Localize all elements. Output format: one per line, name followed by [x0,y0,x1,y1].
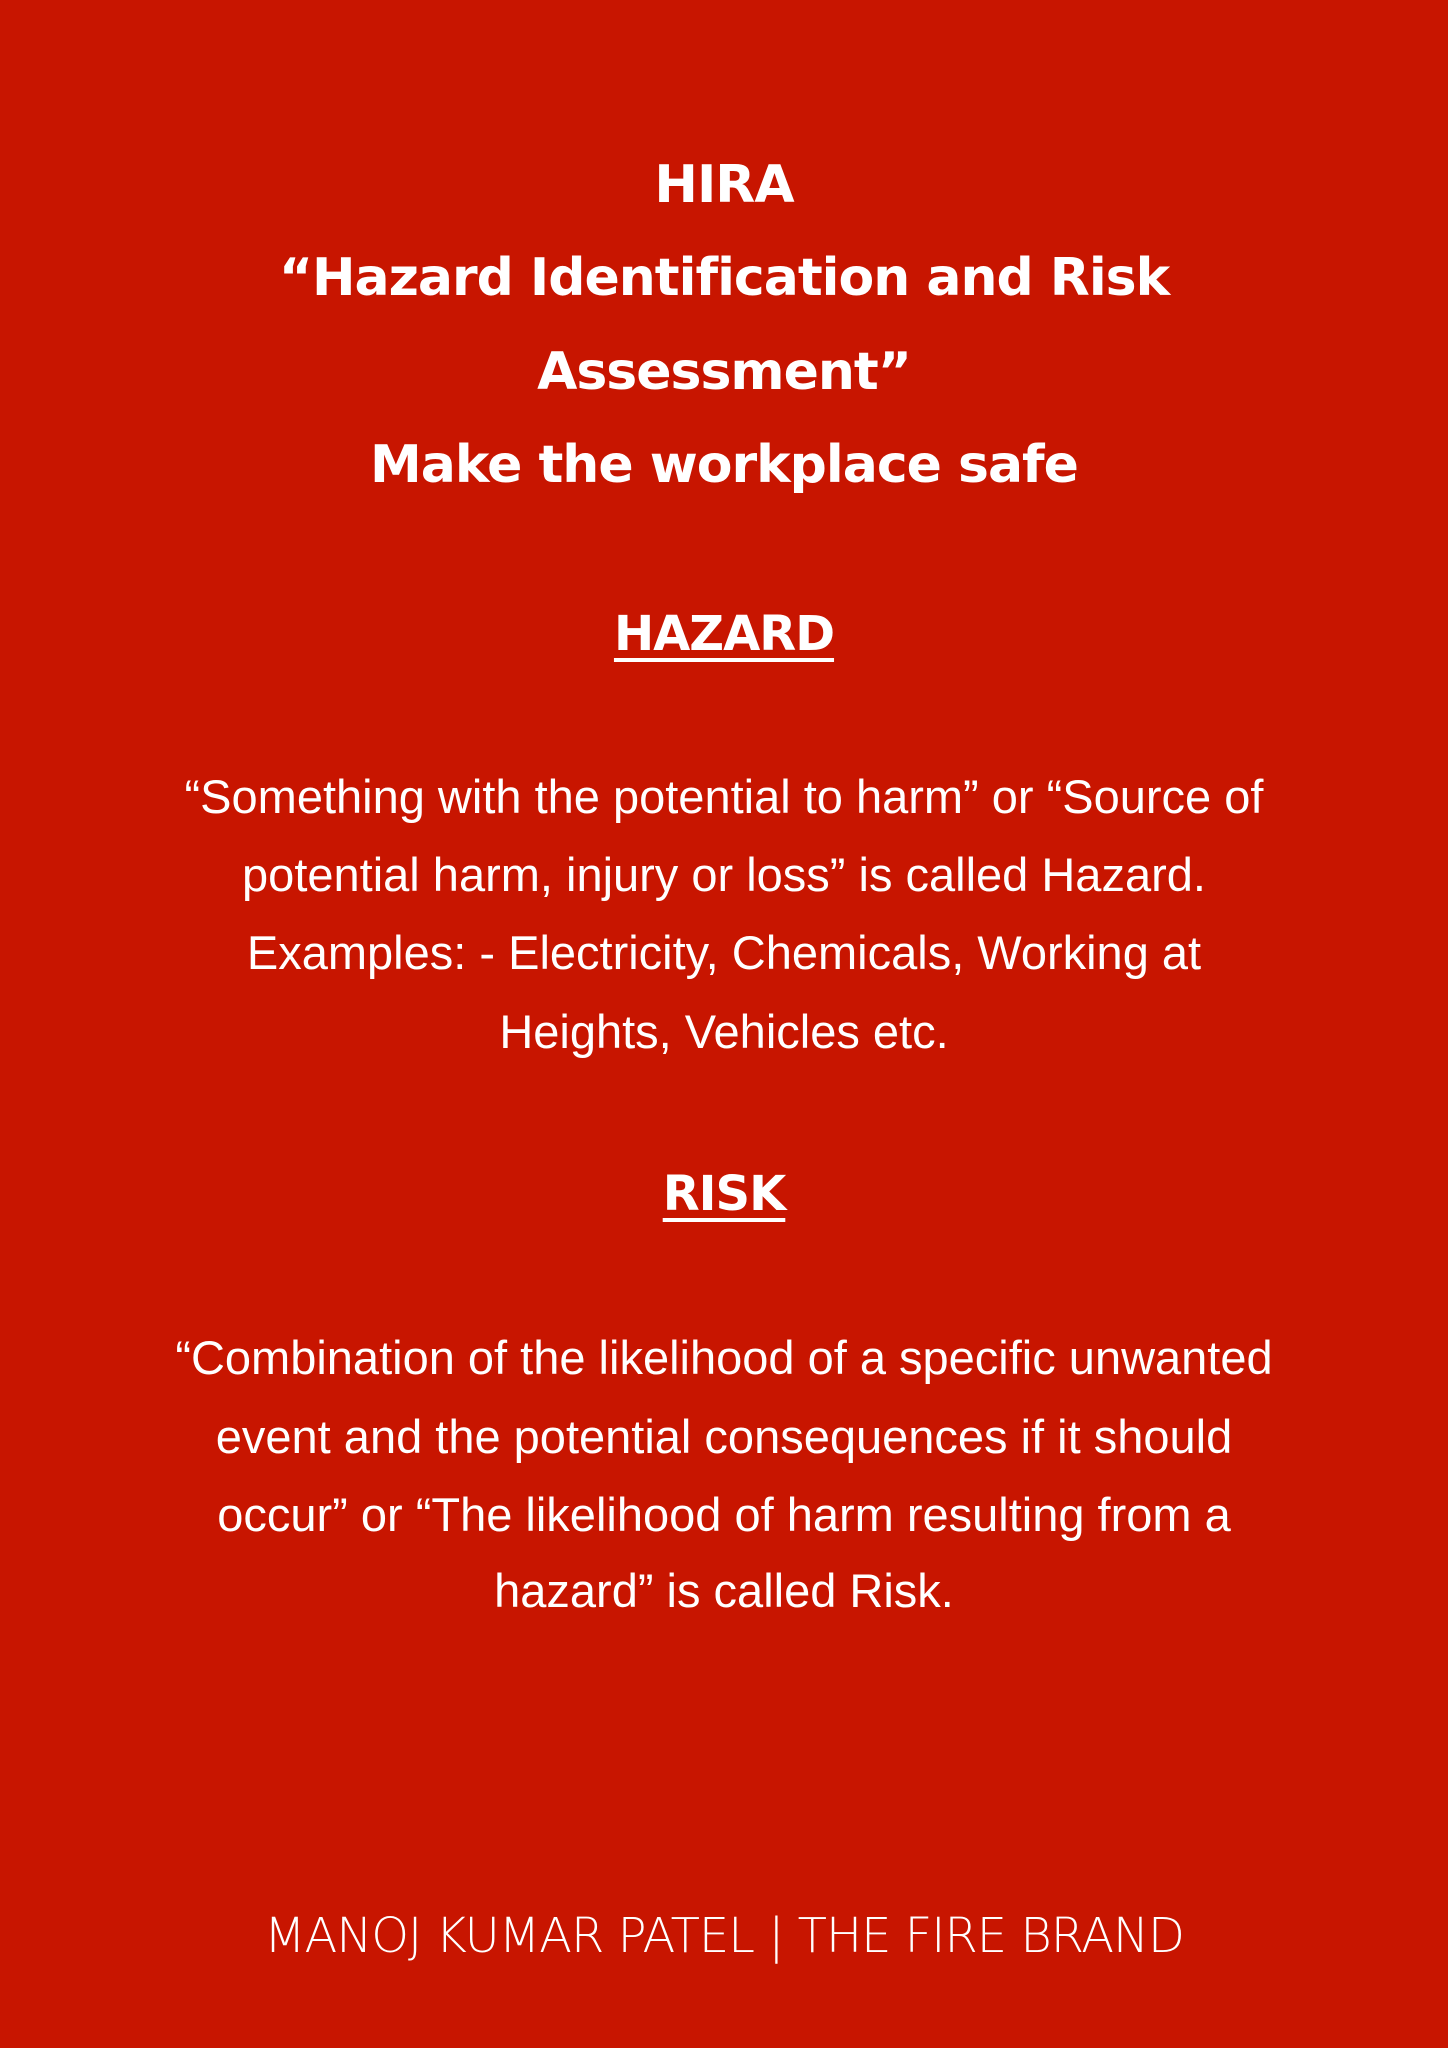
risk-text-line: event and the potential consequences if it should [215,1410,1233,1463]
title-line: HIRA [654,155,794,215]
hazard-text-line: “Something with the potential to harm” or “Source of [184,770,1264,823]
title-line: “Hazard Identification and Risk [278,248,1170,308]
risk-heading: RISK [662,1166,786,1222]
risk-text-line: “Combination of the likelihood of a specific unwanted [175,1331,1273,1384]
hazard-heading: HAZARD [613,606,835,662]
risk-text-line: occur” or “The likelihood of harm resulting from a [217,1488,1231,1541]
risk-text-line: hazard” is called Risk. [494,1564,954,1617]
hazard-text-line: potential harm, injury or loss” is called Hazard. [242,848,1206,901]
title-line: Make the workplace safe [370,435,1078,495]
hazard-text-line: Examples: - Electricity, Chemicals, Working at [246,926,1202,979]
hazard-text-line: Heights, Vehicles etc. [499,1005,949,1058]
title-line: Assessment” [537,342,911,402]
footer-credit: MANOJ KUMAR PATEL | THE FIRE BRAND [264,1908,1184,1964]
